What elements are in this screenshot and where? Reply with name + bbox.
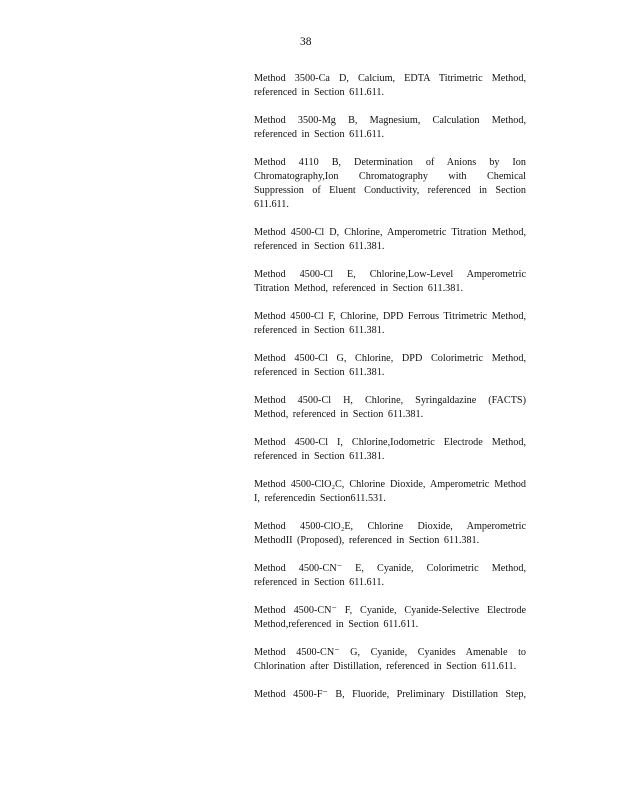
method-reference-list	[254, 72, 526, 702]
method-entry: Method 4500-Cl I, Chlorine,Iodometric Electrode Method, referenced in Section 611.381.	[254, 437, 526, 462]
method-entry: Method 4500-ClO₂C, Chlorine Dioxide, Amperometric Method I, referencedin Section611.531.	[254, 479, 526, 504]
method-entry: Method 3500-Mg B, Magnesium, Calculation Method, referenced in Section 611.611.	[254, 115, 526, 140]
method-entry: Method 4500-Cl E, Chlorine,Low-Level Amperometric Titration Method, referenced in Section 611.381.	[254, 269, 526, 294]
method-entry: Method 4500-Cl F, Chlorine, DPD Ferrous Titrimetric Method, referenced in Section 611.381.	[254, 311, 526, 336]
method-entry: Method 4500-CN⁻ E, Cyanide, Colorimetric Method, referenced in Section 611.611.	[254, 563, 526, 588]
page-number: 38	[300, 36, 312, 48]
method-entry: Method 4500-CN⁻ F, Cyanide, Cyanide-Selective Electrode Method,referenced in Section 611.611.	[254, 605, 526, 630]
method-entry: Method 4500-F⁻ B, Fluoride, Preliminary Distillation Step,	[254, 689, 526, 700]
method-entry: Method 4500-Cl D, Chlorine, Amperometric Titration Method, referenced in Section 611.381.	[254, 227, 526, 252]
method-entry: Method 4500-ClO₂E, Chlorine Dioxide, Amperometric MethodII (Proposed), referenced in Section 611.381.	[254, 521, 526, 546]
method-entry: Method 4500-Cl G, Chlorine, DPD Colorimetric Method, referenced in Section 611.381.	[254, 353, 526, 378]
method-entry: Method 4500-CN⁻ G, Cyanide, Cyanides Amenable to Chlorination after Distillation, referenced in Section 611.611.	[254, 647, 526, 672]
method-entry: Method 3500-Ca D, Calcium, EDTA Titrimetric Method, referenced in Section 611.611.	[254, 73, 526, 98]
method-entry: Method 4500-Cl H, Chlorine, Syringaldazine (FACTS) Method, referenced in Section 611.381.	[254, 395, 526, 420]
method-entry: Method 4110 B, Determination of Anions by Ion Chromatography,Ion Chromatography with Chemical Suppression of Eluent Conductivity, referenced in Section 611.611.	[254, 157, 526, 210]
